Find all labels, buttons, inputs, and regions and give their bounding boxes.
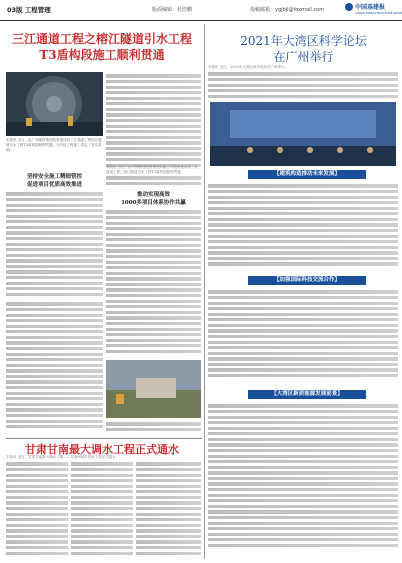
headline-forum-2: 在广州举行: [273, 50, 334, 64]
forum-body-2: [208, 288, 398, 388]
section-banner-2: 【加强国际科技交流合作】: [248, 276, 366, 285]
section-banner-3: 【大湾区新质能源发展前景】: [248, 390, 366, 399]
headline-water-project: 甘肃甘南最大调水工程正式通水: [25, 443, 179, 456]
subheading-1b: 促进项目优质高效推进: [26, 182, 82, 188]
article-column-1c: [6, 300, 103, 435]
forum-body-1: [208, 182, 398, 272]
forum-body-3: [208, 402, 398, 560]
construction-photo: [106, 360, 201, 418]
subheading-2b: 1000多项目体系协作共赢: [121, 200, 186, 206]
article-column-1b: [6, 190, 103, 300]
article-bottom-col-2: [71, 460, 133, 560]
photo-caption: 本报讯 近日，由广州地铁集团投资建设的三江通道工程榕江隧道引水工程T3盾构段顺利贯通，为后续工程施工奠定了坚实基础。: [6, 138, 102, 152]
forum-intro-text: [208, 70, 398, 100]
article-column-2c: [106, 420, 201, 436]
logo-icon: [345, 3, 353, 11]
article-column-2b: [106, 208, 201, 358]
subheading-2: 推动实现高效: [136, 192, 170, 198]
headline-main-2: T3盾构段施工顺利贯通: [39, 48, 165, 62]
headline-main-1: 三江通道工程之榕江隧道引水工程: [11, 32, 192, 46]
subheading-1: 坚持安全施工精细管控: [26, 174, 82, 180]
article-bottom-col-1: [6, 460, 68, 560]
column-divider: [204, 24, 205, 559]
section-label: 03版 工程管理: [7, 6, 51, 14]
article-column-2a: [106, 174, 201, 186]
editor-credit: 版面编辑：杜浩鹏: [152, 7, 193, 13]
page-header: [0, 0, 402, 21]
forum-intro: 本报讯 近日，2021年大湾区科学论坛在广州举行。: [208, 65, 289, 69]
tunnel-photo: [6, 72, 103, 136]
water-article-intro: 本报讯 近日，甘肃甘南最大调水工程——甘南州城乡供水工程正式通水。: [6, 455, 120, 459]
article-column-1a: [106, 72, 201, 172]
article-intro: 本报讯 近日，由中国铁建投资集团有限公司投资建设的三江通道工程之榕江隧道引水工程T3盾构段顺利贯通。: [106, 165, 199, 174]
newspaper-logo: 中国基建报 CHINA INFRASTRUCTURE NEWS: [355, 2, 399, 18]
article-bottom-col-3: [136, 460, 201, 560]
forum-photo: [210, 102, 396, 166]
section-banner-1: 【建筑构造推动未来发展】: [248, 170, 366, 179]
divider-left: [6, 438, 202, 439]
contact-email: 投稿邮箱：ygjbjl@foxmail.com: [250, 7, 325, 13]
headline-forum: 2021年大湾区科学论坛: [240, 34, 367, 48]
